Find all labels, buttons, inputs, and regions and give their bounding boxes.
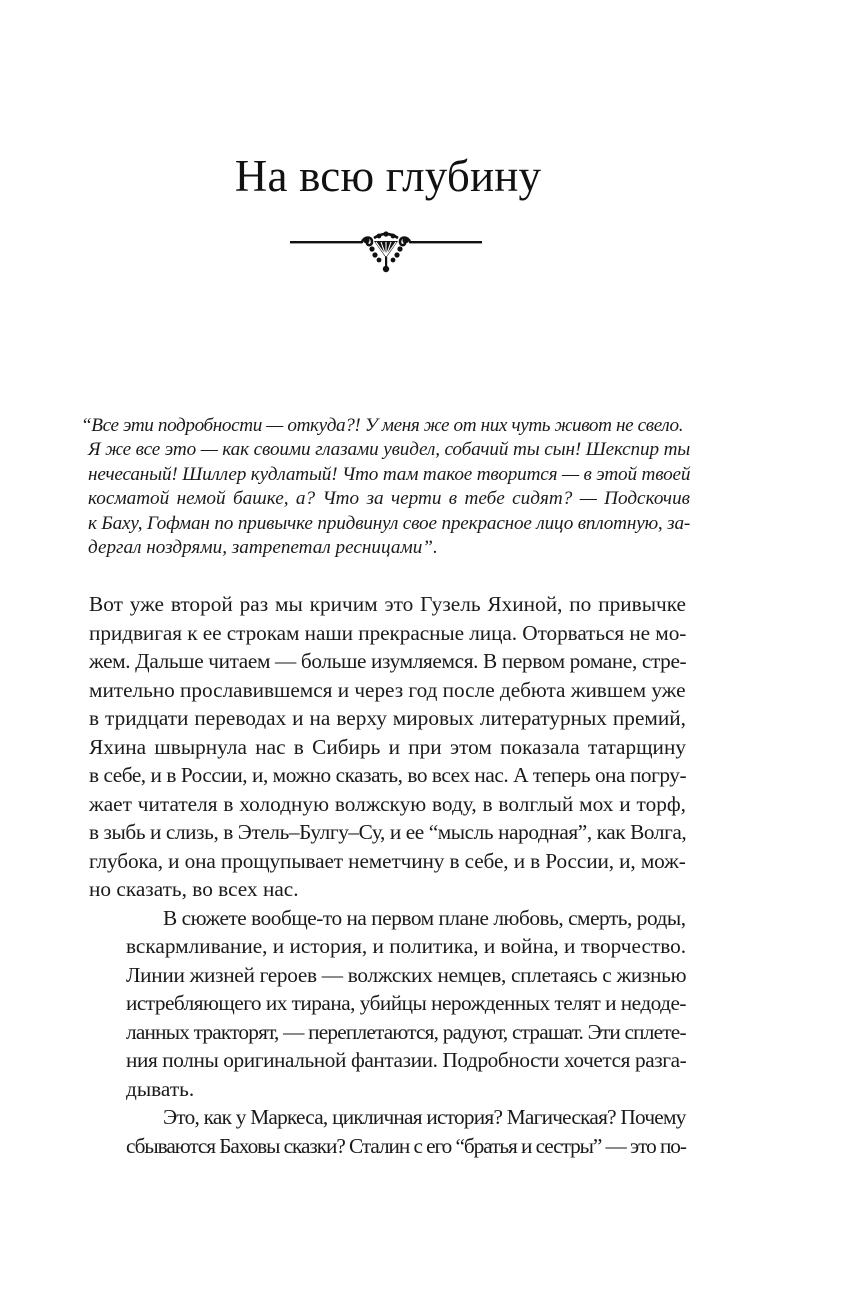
- text-line: дывать.: [126, 1076, 195, 1101]
- text-line: в себе, и в России, и, можно сказать, во всех нас. А теперь она погру-: [89, 763, 687, 787]
- floral-divider-icon: [290, 228, 482, 276]
- paragraph: [89, 1103, 686, 1160]
- text-line: ланных тракторят, — переплетаются, радуют, страшат. Эти сплете-: [126, 1019, 686, 1044]
- text-line: Линии жизней героев — волжских немцев, сплетаясь с жизнью: [126, 962, 687, 987]
- text-line: вскармливание, и история, и политика, и война, и творчество.: [126, 934, 687, 958]
- text-line: Вот уже второй раз мы кричим это Гузель Яхиной, по привычке: [89, 592, 686, 616]
- epigraph-line: к Баху, Гофман по привычке придвинул свое прекрасное лицо вплотную, за-: [88, 512, 691, 534]
- text-line: но сказать, во всех нас.: [89, 877, 299, 901]
- epigraph-line: “Все эти подробности — откуда?! У меня же от них чуть живот не свело.: [81, 415, 684, 436]
- epigraph-line: Я же все это — как своими глазами увидел, собачий ты сын! Шекспир ты: [88, 439, 691, 461]
- text-line: придвигая к ее строкам наши прекрасные лица. Оторваться не мо-: [89, 620, 687, 645]
- text-line: жем. Дальше читаем — больше изумляемся. В первом романе, стре-: [89, 649, 687, 673]
- text-line: жает читателя в холодную волжскую воду, в волглый мох и торф,: [89, 791, 686, 816]
- epigraph-line: дергал ноздрями, затрепетал ресницами”.: [88, 537, 438, 559]
- text-line: Яхина швырнула нас в Сибирь и при этом показала татарщину: [89, 734, 686, 759]
- body-text: [89, 590, 686, 1160]
- paragraph: [89, 904, 686, 1104]
- paragraph: [89, 590, 686, 904]
- text-line: в зыбь и слизь, в Этель–Булгу–Су, и ее “мысль народная”, как Волга,: [89, 820, 687, 844]
- epigraph-line: косматой немой башке, а? Что за черти в тебе сидят? — Подскочив: [88, 488, 690, 510]
- text-line: сбываются Баховы сказки? Сталин с его “братья и сестры” — это по-: [126, 1133, 686, 1158]
- text-line: Это, как у Маркеса, цикличная история? Магическая? Почему: [163, 1105, 686, 1129]
- text-line: В сюжете вообще-то на первом плане любовь, смерть, роды,: [163, 905, 686, 930]
- epigraph-line: нечесаный! Шиллер кудлатый! Что там такое творится — в этой твоей: [88, 463, 691, 485]
- text-line: истребляющего их тирана, убийцы нерожденных телят и недоде-: [126, 991, 686, 1015]
- epigraph: [81, 414, 691, 560]
- text-line: ния полны оригинальной фантазии. Подробности хочется разга-: [126, 1048, 687, 1072]
- text-line: мительно прославившемся и через год после дебюта жившем уже: [89, 677, 686, 702]
- text-line: глубока, и она прощупывает неметчину в себе, и в России, и, мож-: [89, 848, 686, 873]
- text-line: в тридцати переводах и на верху мировых литературных премий,: [89, 706, 686, 730]
- chapter-title: На всю глубину: [234, 151, 542, 201]
